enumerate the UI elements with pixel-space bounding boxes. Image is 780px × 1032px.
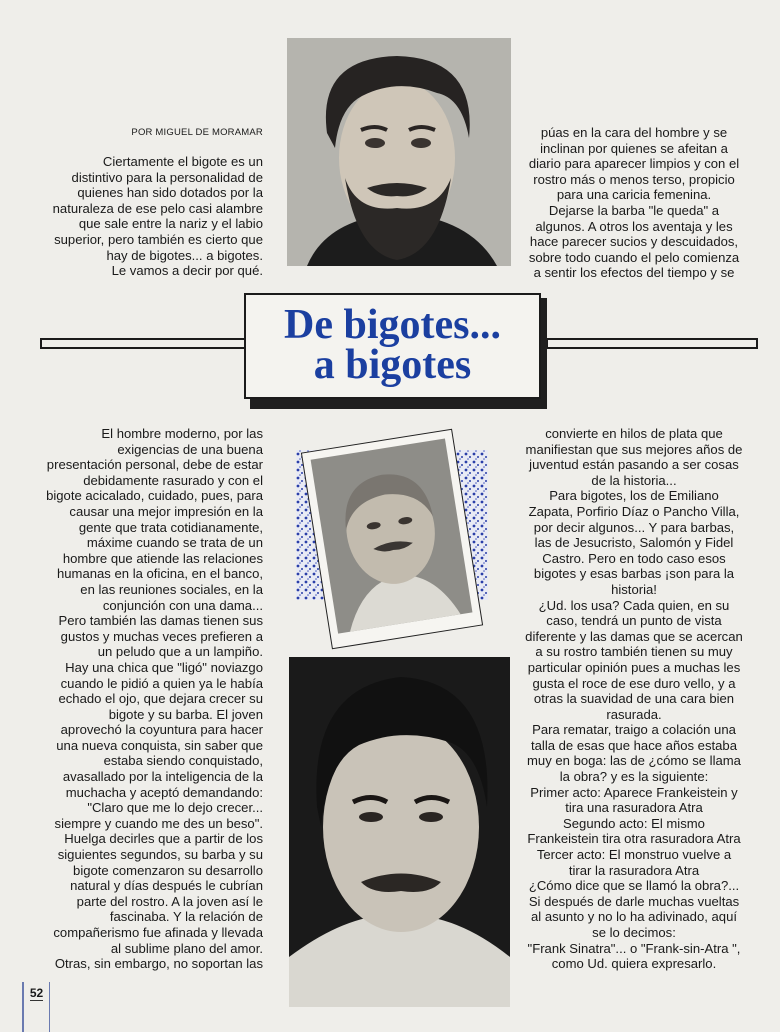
text-line: de la historia...: [591, 472, 677, 488]
text-line: gustos y muchas veces prefieren a: [60, 628, 263, 644]
text-line: se lo decimos:: [592, 925, 676, 940]
text-line: debidamente rasurado y con el: [83, 472, 263, 488]
title-line-2: a bigotes: [313, 342, 472, 388]
photo-bearded-man: [287, 38, 511, 266]
text-line: Pero también las damas tienen sus: [58, 613, 263, 629]
text-line: tirar la rasuradora Atra: [568, 862, 700, 878]
text-line: historia!: [611, 581, 657, 597]
text-line: conjunción con una dama...: [102, 597, 263, 613]
text-line: Primer acto: Aparece Frankeistein y: [530, 784, 738, 800]
text-line: ¿Cómo dice que se llamó la obra?...: [528, 878, 740, 894]
text-line: hay de bigotes... a bigotes.: [106, 247, 263, 263]
text-line: Para rematar, traigo a colación una: [532, 722, 736, 738]
text-line: máxime cuando se trata de un: [86, 535, 263, 551]
text-line: parte del rostro. A la joven así le: [76, 893, 263, 909]
text-line: quienes han sido dotados por la: [77, 185, 263, 201]
text-line: las de Jesucristo, Salomón y Fidel: [534, 535, 734, 551]
text-line: un peludo que a un lampiño.: [97, 644, 263, 660]
text-line: "Frank Sinatra"... o "Frank-sin-Atra ",: [527, 940, 741, 956]
text-line: púas en la cara del hombre y se: [540, 125, 728, 140]
text-line: manifiestan que sus mejores años de: [525, 441, 743, 457]
text-line: sobre todo cuando el pelo comienza: [528, 249, 740, 265]
page-number: [22, 982, 50, 1032]
text-line: convierte en hilos de plata que: [545, 426, 723, 441]
text-line: juventud están pasando a ser cosas: [529, 457, 739, 473]
text-line: bigote comenzaron su desarrollo: [73, 862, 263, 878]
text-line: que sale entre la nariz y el labio: [78, 216, 263, 232]
text-line: natural y días después le cubrían: [70, 878, 263, 894]
text-line: al asunto y no lo ha adivinado, aquí: [530, 909, 737, 925]
text-line: para una caricia femenina.: [556, 187, 712, 203]
text-line: avasallado por la inteligencia de la: [62, 769, 263, 785]
text-line: ¿Ud. los usa? Cada quien, en su: [538, 597, 730, 613]
text-line: una nueva conquista, sin saber que: [56, 737, 263, 753]
photo-older-man: [296, 428, 488, 650]
text-line: echado el ojo, que dejara crecer su: [58, 691, 263, 707]
text-line: Tercer acto: El monstruo vuelve a: [536, 847, 732, 863]
text-line: a su rostro también tienen su muy: [535, 644, 733, 660]
text-line: humanas en la oficina, en el banco,: [56, 566, 263, 582]
text-line: diario para aparecer limpios y con el: [528, 156, 740, 172]
text-line: otras la suavidad de una cara bien: [533, 691, 735, 707]
title-rule-left: [40, 338, 248, 349]
text-line: gente que trata cotidianamente,: [78, 519, 263, 535]
text-line: estaba siendo conquistado,: [103, 753, 263, 769]
byline: POR MIGUEL DE MORAMAR: [131, 127, 263, 138]
text-line: presentación personal, debe de estar: [46, 457, 263, 473]
text-line: compañerismo fue afinada y llevada: [53, 925, 263, 940]
text-line: rasurada.: [606, 706, 662, 722]
text-line: tira una rasuradora Atra: [565, 800, 703, 816]
text-line: al sublime plano del amor.: [110, 940, 263, 956]
text-line: "Claro que me lo dejo crecer...: [87, 800, 263, 816]
text-line: Si después de darle muchas vueltas: [528, 893, 740, 909]
photo-mustache-man: [289, 657, 510, 1007]
text-line: en las reuniones sociales, en la: [80, 581, 263, 597]
text-line: rostro más o menos terso, propicio: [533, 171, 735, 187]
text-line: cuando le pidió a quien ya le había: [60, 675, 263, 691]
text-line: Frankeistein tira otra rasuradora Atra: [527, 831, 741, 847]
text-line: Dejarse la barba "le queda" a: [548, 202, 720, 218]
text-line: particular opinión pues a muchas les: [527, 659, 741, 675]
text-line: por decir algunos... Y para barbas,: [533, 519, 735, 535]
column-middle-right: [514, 426, 754, 972]
text-line: algunos. A otros los aventaja y les: [535, 218, 733, 234]
text-line: fascinaba. Y la relación de: [109, 909, 263, 925]
text-line: siguientes segundos, su barba y su: [57, 847, 263, 863]
title-rule-right: [546, 338, 758, 349]
text-line: la obra? y es la siguiente:: [559, 769, 709, 785]
text-line: Ciertamente el bigote es un: [102, 154, 263, 169]
text-line: superior, pero también es cierto que: [54, 231, 263, 247]
text-line: Castro. Pero en todo caso esos: [542, 550, 726, 566]
page-number-label: 52: [29, 986, 44, 1000]
text-line: siempre y cuando me des un beso".: [54, 815, 263, 831]
text-line: causar una mejor impresión en la: [69, 503, 263, 519]
text-line: muchacha y aceptó demandando:: [65, 784, 263, 800]
column-middle-left: [38, 426, 263, 972]
text-line: El hombre moderno, por las: [101, 426, 263, 441]
text-line: diferente y las damas que se acercan: [525, 628, 743, 644]
text-line: Le vamos a decir por qué.: [111, 263, 263, 279]
text-line: bigotes y esas barbas ¡son para la: [533, 566, 735, 582]
text-line: hombre que atiende las relaciones: [62, 550, 263, 566]
text-line: aprovechó la coyuntura para hacer: [60, 722, 263, 738]
text-line: Hay una chica que "ligó" noviazgo: [65, 659, 263, 675]
text-line: Segundo acto: El mismo: [563, 815, 705, 831]
text-line: caso, tendrá un punto de vista: [546, 613, 722, 629]
text-line: naturaleza de ese pelo casi alambre: [52, 200, 263, 216]
article-title: [244, 293, 541, 399]
text-line: Para bigotes, los de Emiliano: [549, 488, 719, 504]
text-line: Huelga decirles que a partir de los: [64, 831, 263, 847]
text-line: a sentir los efectos del tiempo y se: [533, 265, 735, 281]
column-top-right: [514, 125, 754, 281]
text-line: muy en boga: las de ¿cómo se llama: [527, 753, 741, 769]
text-line: bigote acicalado, cuidado, pues, para: [46, 488, 263, 504]
text-line: Otras, sin embargo, no soportan las: [54, 956, 263, 972]
text-line: inclinan por quienes se afeitan a: [540, 140, 728, 156]
text-line: gusta el roce de ese duro vello, y a: [532, 675, 736, 691]
text-line: Zapata, Porfirio Díaz o Pancho Villa,: [528, 503, 740, 519]
text-line: distintivo para la personalidad de: [71, 169, 263, 185]
intro-paragraph: [44, 154, 263, 279]
text-line: talla de esas que hace años estaba: [530, 737, 737, 753]
text-line: como Ud. quiera expresarlo.: [551, 956, 717, 972]
text-line: exigencias de una buena: [117, 441, 263, 457]
text-line: bigote y su barba. El joven: [108, 706, 263, 722]
text-line: hace parecer sucios y descuidados,: [529, 234, 739, 250]
title-line-1: De bigotes...: [284, 302, 501, 348]
